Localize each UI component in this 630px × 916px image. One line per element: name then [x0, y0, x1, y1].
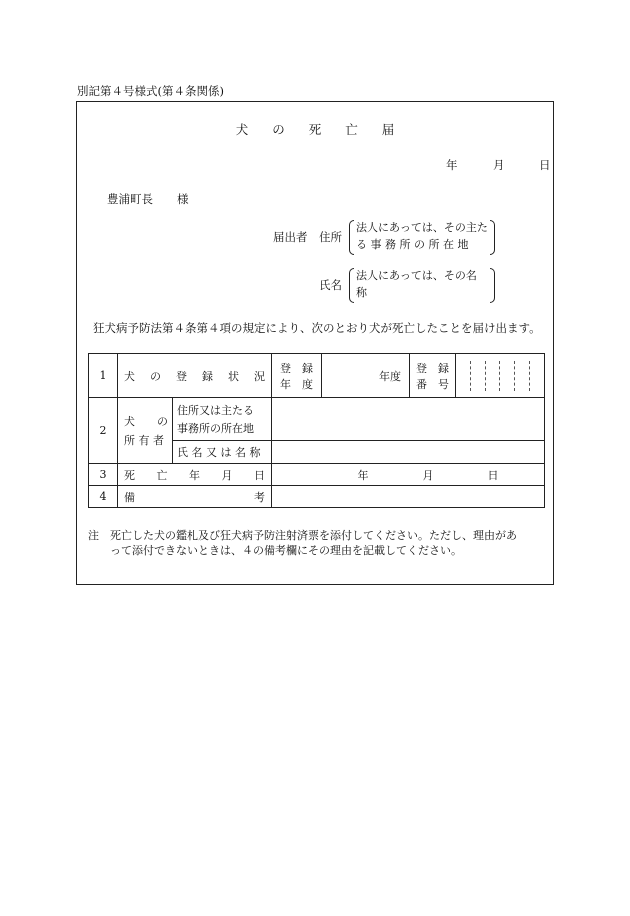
form-title: [0, 124, 630, 137]
owner-address-label: 住所又は主たる 事務所の所在地: [173, 398, 272, 441]
row-number: 1: [89, 354, 118, 398]
death-year: 年: [357, 468, 369, 482]
digit-divider: [499, 361, 500, 391]
name-note-line2: 称: [356, 286, 367, 299]
name-note-line1: 法人にあっては、その名: [356, 269, 477, 282]
address-note-line1: 法人にあっては、その主た: [356, 221, 488, 234]
addressee-name: 豊浦町長: [107, 192, 153, 206]
row-number: 2: [89, 398, 118, 464]
table-row: [89, 464, 545, 486]
death-date-field[interactable]: [272, 464, 545, 486]
digit-divider: [485, 361, 486, 391]
date-day: 日: [539, 158, 551, 172]
death-day: 日: [487, 468, 499, 482]
owner-label: 犬 の 所 有 者: [118, 398, 173, 464]
name-bracket-left: [349, 268, 354, 303]
address-bracket-right: [490, 220, 495, 255]
row-number: 4: [89, 486, 118, 508]
registration-number-value[interactable]: [456, 354, 545, 398]
digit-divider: [529, 361, 530, 391]
note-line1: 死亡した犬の鑑札及び狂犬病予防注射済票を添付してください。ただし、理由があ: [110, 529, 517, 542]
digit-divider: [514, 361, 515, 391]
address-note-line2: る 事 務 所 の 所 在 地: [356, 238, 469, 251]
date-year: 年: [446, 158, 458, 172]
form-label: 別記第４号様式(第４条関係): [77, 84, 224, 98]
title-char: 亡: [345, 122, 358, 137]
remarks-label: 備 考: [118, 486, 272, 508]
registration-year-value[interactable]: [322, 354, 410, 398]
nendo-suffix: 年度: [379, 369, 401, 383]
form-frame: [76, 101, 554, 585]
statement: 狂犬病予防法第４条第４項の規定により、次のとおり犬が死亡したことを届け出ます。: [93, 321, 541, 335]
owner-address-field[interactable]: [272, 398, 545, 441]
owner-name-label: 氏 名 又 は 名 称: [173, 441, 272, 464]
note-line2: って添付できないときは、４の備考欄にその理由を記載してください。: [110, 544, 462, 557]
table-row: [89, 398, 545, 441]
title-char: の: [272, 122, 285, 137]
death-month: 月: [422, 468, 434, 482]
digit-divider: [470, 361, 471, 391]
date-month: 月: [493, 158, 505, 172]
row-number: 3: [89, 464, 118, 486]
registration-table: [88, 353, 545, 508]
addressee-honorific: 様: [177, 192, 189, 206]
name-label: 氏名: [319, 278, 342, 292]
remarks-field[interactable]: [272, 486, 545, 508]
address-bracket-left: [349, 220, 354, 255]
registration-number-label: 登 録 番 号: [410, 354, 456, 398]
title-char: 犬: [235, 122, 249, 137]
death-date-label: 死 亡 年 月 日: [118, 464, 272, 486]
registration-status-label: 犬 の 登 録 状 況: [118, 354, 272, 398]
note-prefix: 注: [88, 529, 99, 542]
name-bracket-right: [490, 268, 495, 303]
title-char: 死: [308, 122, 322, 137]
owner-name-field[interactable]: [272, 441, 545, 464]
table-row: [89, 486, 545, 508]
registration-year-label: 登 録 年 度: [272, 354, 322, 398]
address-label: 住所: [319, 230, 342, 244]
notifier-label: 届出者: [273, 230, 308, 244]
title-char: 届: [381, 122, 395, 137]
table-row: [89, 354, 545, 398]
